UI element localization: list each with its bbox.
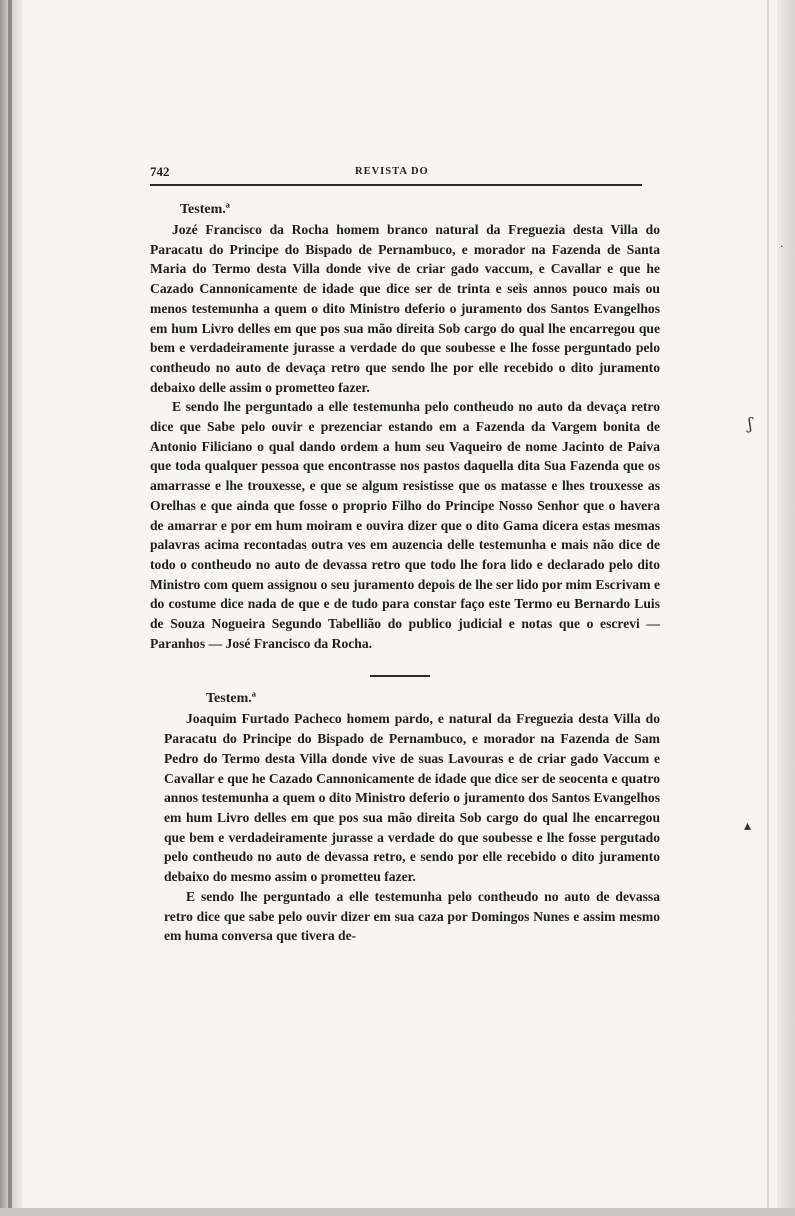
testimony-entry [164, 689, 660, 945]
binding-edge-line [8, 0, 12, 1216]
page-content [150, 160, 660, 946]
paragraph: E sendo lhe perguntado a elle testemunha pelo contheudo no auto da devaça retro dice que Sabe pelo ouvir e prezenciar estando em a Fazenda da Vargem bonita de Antonio Filiciano o qual dando ordem a hum seu Vaqueiro de nome Jacinto de Paiva que toda qualquer pessoa que encontrasse nos pastos daquella dita Sua Fazenda que os amarrasse e lhe trouxesse, e que se algum resistisse que os matasse e lhes trouxesse as Orelhas e que ainda que fosse o proprio Filho do Principe Nosso Senhor que o havera de amarrar e por em hum moiram e ouvira dizer que o dito Gama dicera estas mesmas palavras acima recontadas outra ves em auzencia delle testemunha e mais não dice de todo o contheudo no auto de devassa retro que todo lhe fora lido e declarado pelo dito Ministro com quem assignou o seu juramento depois de lhe ser lido por mim Escrivam e do costume dice nada de que e de tudo para constar faço este Termo eu Bernardo Luis de Souza Nogueira Segundo Tabellião do publico judicial e notas que o escrevi — Paranhos — José Francisco da Rocha. [150, 399, 660, 651]
entry-heading: Testem.ª [206, 691, 256, 707]
margin-mark: · [780, 240, 784, 253]
page-header [150, 160, 660, 182]
section-separator [370, 675, 430, 677]
margin-mark: ▴ [744, 818, 752, 834]
paragraph: E sendo lhe perguntado a elle testemunha pelo contheudo no auto de devassa retro dice que sabe pelo ouvir dizer em sua caza por Domingos Nunes e assim mesmo em huma conversa que tivera de- [164, 888, 660, 944]
right-edge-line [767, 0, 769, 1216]
paragraph: Jozé Francisco da Rocha homem branco natural da Freguezia desta Villa do Paracatu do Principe do Bispado de Pernambuco, e morador na Fazenda de Santa Maria do Termo desta Villa donde vive de criar gado vaccum, e Cavallar e que he Cazado Cannonicamente de idade que dice ser de trinta e seis annos pouco mais ou menos testemunha a quem o dito Ministro deferio o juramento dos Santos Evangelhos em hum Livro delles em que pos sua mão direita Sob cargo do qual lhe encarregou que bem e verdadeiramente jurasse a verdade do que soubesse e lhe fosse perguntado pelo contheudo no auto de devaça retro que sendo lhe por elle recebido o dito juramento debaixo delle assim o prometteo fazer. [150, 222, 660, 395]
header-rule [150, 184, 642, 186]
page-number: 742 [150, 164, 170, 179]
entry-heading: Testem.ª [180, 202, 230, 217]
running-head: REVISTA DO [355, 166, 429, 177]
margin-mark: ʃ [748, 414, 753, 433]
paragraph: Joaquim Furtado Pacheco homem pardo, e natural da Freguezia desta Villa do Paracatu do Principe do Bispado de Pernambuco, e morador na Fazenda de Sam Pedro do Termo desta Villa donde vive de suas Lavouras e de criar gado Vaccum e Cavallar e que he Cazado Cannonicamente de idade que dice ser de seocenta e quatro annos testemunha a quem o dito Ministro deferio o juramento dos Santos Evangelhos em hum Livro delles em que pos sua mão direita Sob cargo do qual lhe encarregou que bem e verdadeiramente jurasse a verdade do que soubesse e lhe fosse pergutado pelo contheudo no auto de devassa retro, e sendo por elle recebido o dito juramento debaixo do mesmo assim o prometteu fazer. [164, 711, 660, 885]
bottom-page-edge [0, 1208, 795, 1216]
testimony-entry [150, 200, 660, 653]
right-page-edge [777, 0, 795, 1216]
